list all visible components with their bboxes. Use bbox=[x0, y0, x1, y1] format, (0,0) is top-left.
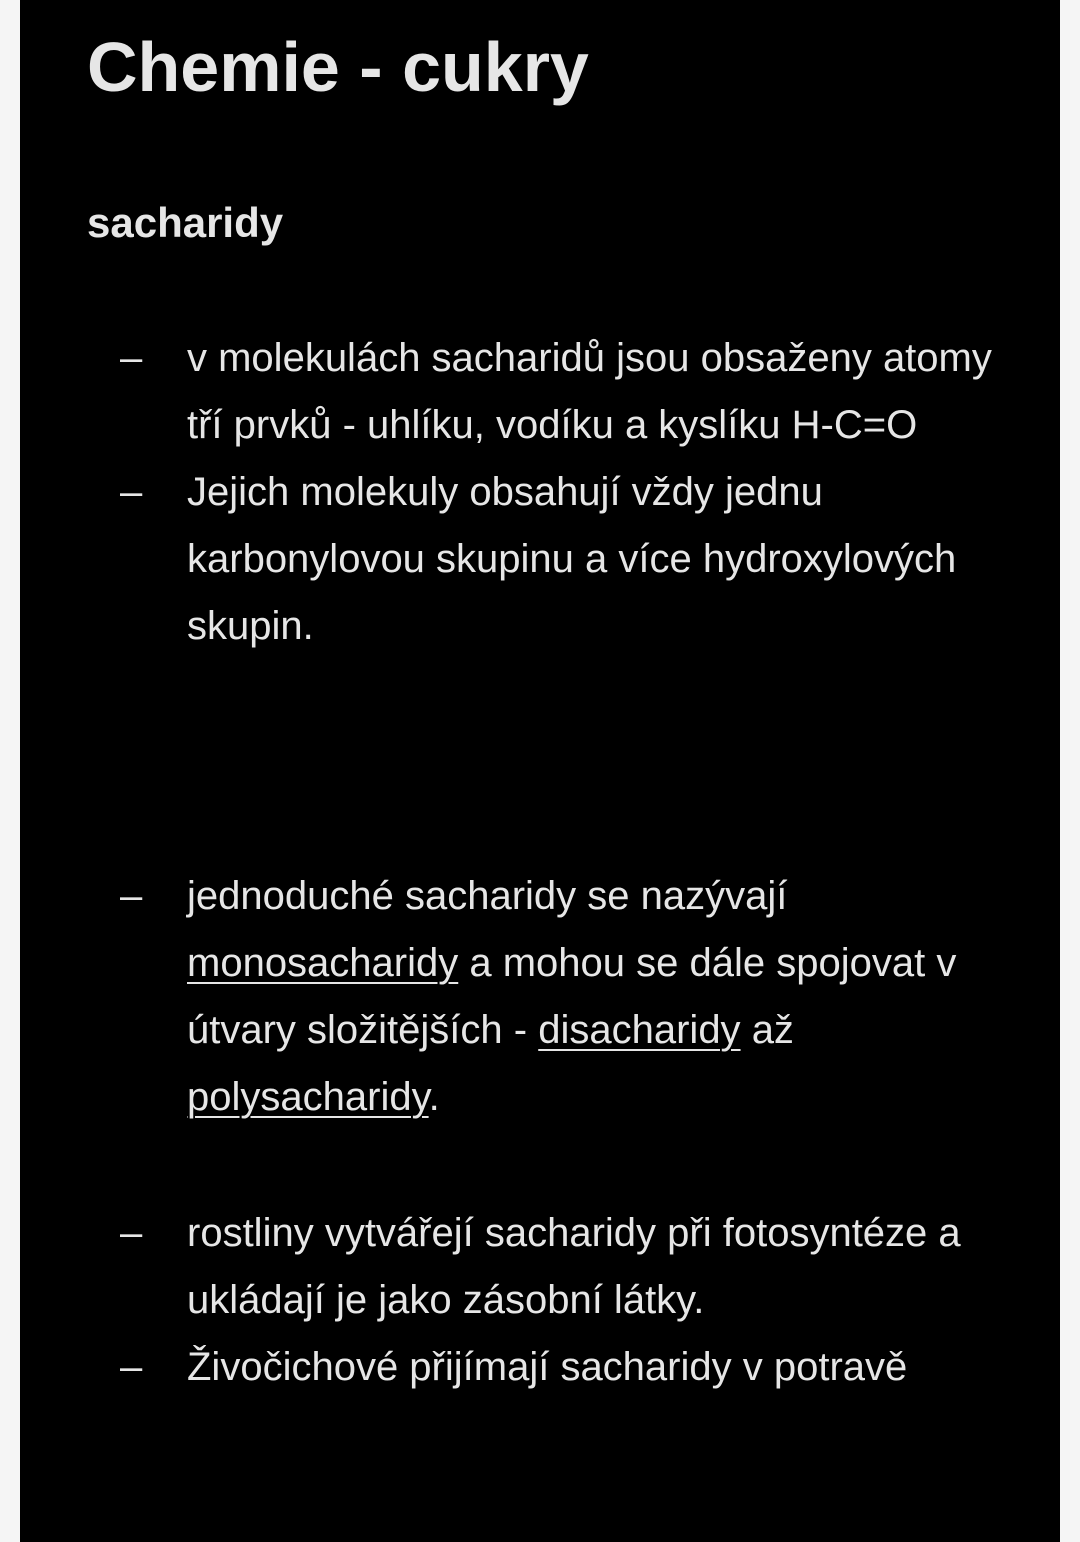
polysacharidy-term: polysacharidy bbox=[187, 1075, 429, 1119]
bullet-dash: – bbox=[120, 1211, 143, 1255]
list-item bbox=[20, 459, 1060, 660]
list-item bbox=[20, 863, 1060, 1131]
monosacharidy-term: monosacharidy bbox=[187, 941, 459, 985]
bullet-dash: – bbox=[120, 470, 143, 514]
note-page bbox=[20, 0, 1060, 1542]
list-item-text: a mohou se dále spojovat v útvary složitějších - bbox=[187, 941, 957, 1052]
list-item bbox=[20, 1200, 1060, 1334]
disacharidy-term: disacharidy bbox=[538, 1008, 741, 1052]
bullet-list bbox=[20, 1200, 1060, 1401]
list-item-text: v molekulách sacharidů jsou obsaženy atomy tří prvků - uhlíku, vodíku a kyslíku H-C=O bbox=[187, 336, 992, 447]
list-item-text: rostliny vytvářejí sacharidy při fotosyntéze a ukládají je jako zásobní látky. bbox=[187, 1211, 961, 1322]
list-item bbox=[20, 325, 1060, 459]
bullet-list bbox=[20, 325, 1060, 660]
bullet-dash: – bbox=[120, 1345, 143, 1389]
list-item bbox=[20, 1334, 1060, 1401]
bullet-list bbox=[20, 863, 1060, 1131]
list-item-text: Živočichové přijímají sacharidy v potravě bbox=[187, 1345, 908, 1389]
list-item-text: . bbox=[428, 1075, 440, 1119]
bullet-dash: – bbox=[120, 874, 143, 918]
list-item-text: až bbox=[751, 1008, 794, 1052]
page-title: Chemie - cukry bbox=[87, 28, 589, 106]
list-item-text: Jejich molekuly obsahují vždy jednu karbonylovou skupinu a více hydroxylových skupin. bbox=[187, 470, 957, 648]
list-item-text: jednoduché sacharidy se nazývají bbox=[187, 874, 788, 918]
bullet-dash: – bbox=[120, 336, 143, 380]
section-heading: sacharidy bbox=[87, 199, 284, 246]
